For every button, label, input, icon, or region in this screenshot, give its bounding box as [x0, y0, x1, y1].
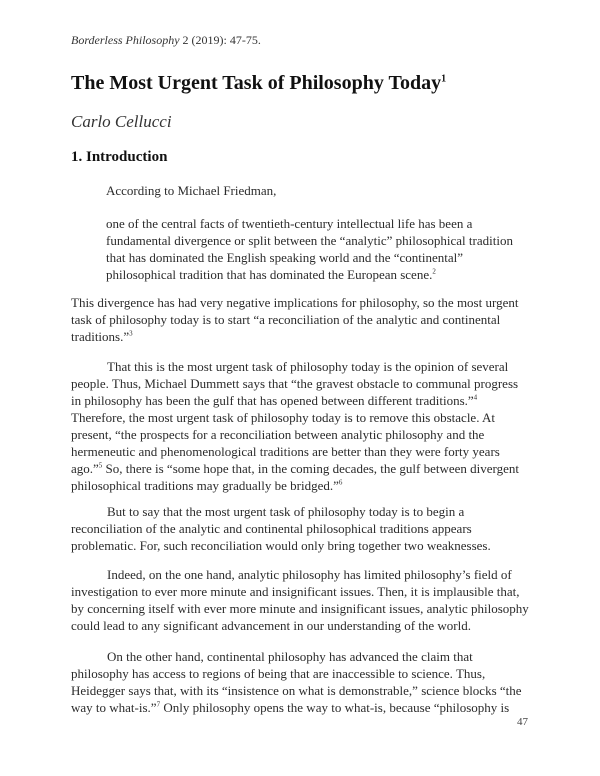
paragraph-4	[71, 566, 531, 634]
author-name: Carlo Cellucci	[71, 112, 172, 131]
paragraph-line: Therefore, the most urgent task of philosophy today is to remove this obstacle. At	[71, 410, 495, 425]
paragraph-line: hermeneutic and phenomenological traditions are better than they were forty years	[71, 444, 500, 459]
paragraph-5	[71, 648, 531, 716]
journal-citation	[71, 33, 261, 48]
footnote-marker: 2	[432, 267, 436, 276]
quote-line: that has dominated the English speaking world and the “continental”	[106, 250, 464, 265]
paragraph-line: task of philosophy today is to start “a reconciliation of the analytic and continental	[71, 312, 501, 327]
quote-line	[106, 266, 536, 283]
intro-line: According to Michael Friedman,	[106, 183, 277, 198]
paragraph-line: But to say that the most urgent task of philosophy today is to begin a	[107, 504, 465, 519]
block-quote	[106, 215, 536, 283]
footnote-marker: 4	[473, 393, 478, 402]
paragraph-line: That this is the most urgent task of philosophy today is the opinion of several	[107, 359, 509, 374]
paragraph-line: could lead to any significant advancement in our understanding of the world.	[71, 618, 471, 633]
footnote-marker: 5	[98, 461, 103, 470]
quote-line: fundamental divergence or split between the “analytic” philosophical tradition	[106, 233, 513, 248]
footnote-marker: 7	[156, 700, 161, 709]
paragraph-line	[71, 328, 531, 345]
title-footnote-marker: 1	[441, 73, 447, 85]
paper-title-text: The Most Urgent Task of Philosophy Today	[71, 72, 442, 94]
paragraph-line: present, “the prospects for a reconciliation between analytic philosophy and the	[71, 427, 485, 442]
paragraph-line: Heidegger says that, with its “insistence on what is demonstrable,” science blocks “the	[71, 683, 522, 698]
paragraph-line: This divergence has had very negative implications for philosophy, so the most urgent	[71, 295, 519, 310]
paragraph-line-text: traditions.”	[71, 329, 130, 344]
journal-volume-pages: 2 (2019): 47-75.	[179, 33, 261, 47]
paragraph-line-text: Only philosophy opens the way to what-is, because “philosophy is	[160, 700, 510, 715]
paragraph-line: reconciliation of the analytic and continental philosophical traditions appears	[71, 521, 472, 536]
paragraph-3	[71, 503, 531, 554]
page-number: 47	[517, 716, 528, 728]
paragraph-line: On the other hand, continental philosophy has advanced the claim that	[107, 649, 473, 664]
paragraph-line: philosophy has access to regions of being that are inaccessible to science. Thus,	[71, 666, 486, 681]
paper-title	[71, 72, 446, 95]
paragraph-1	[71, 294, 531, 345]
paragraph-line-text: ago.”	[71, 461, 99, 476]
quote-line-text: philosophical tradition that has dominated the European scene.	[106, 267, 433, 282]
paragraph-line: problematic. For, such reconciliation would only bring together two weaknesses.	[71, 538, 491, 553]
paragraph-line-text: So, there is “some hope that, in the coming decades, the gulf between divergent	[102, 461, 520, 476]
footnote-marker: 3	[129, 329, 133, 338]
paragraph-line-text: philosophical traditions may gradually be bridged.”	[71, 478, 339, 493]
paragraph-line	[71, 392, 531, 409]
journal-name: Borderless Philosophy	[71, 33, 180, 47]
paragraph-line	[71, 699, 531, 716]
paragraph-line-text: in philosophy has been the gulf that has opened between different traditions.”	[71, 393, 474, 408]
paragraph-line: Indeed, on the one hand, analytic philosophy has limited philosophy’s field of	[107, 567, 512, 582]
paragraph-line	[71, 477, 531, 494]
paragraph-line: by concerning itself with ever more minute and insignificant issues, analytic philosophy	[71, 601, 529, 616]
paragraph-line	[71, 460, 531, 477]
section-heading: 1. Introduction	[71, 149, 168, 165]
paragraph-2	[71, 358, 531, 494]
paragraph-line: people. Thus, Michael Dummett says that “the gravest obstacle to communal progress	[71, 376, 519, 391]
footnote-marker: 6	[338, 478, 343, 487]
quote-line: one of the central facts of twentieth-century intellectual life has been a	[106, 216, 473, 231]
paragraph-line-text: way to what-is.”	[71, 700, 157, 715]
paragraph-line: investigation to ever more minute and insignificant issues. Then, it is implausible that,	[71, 584, 520, 599]
